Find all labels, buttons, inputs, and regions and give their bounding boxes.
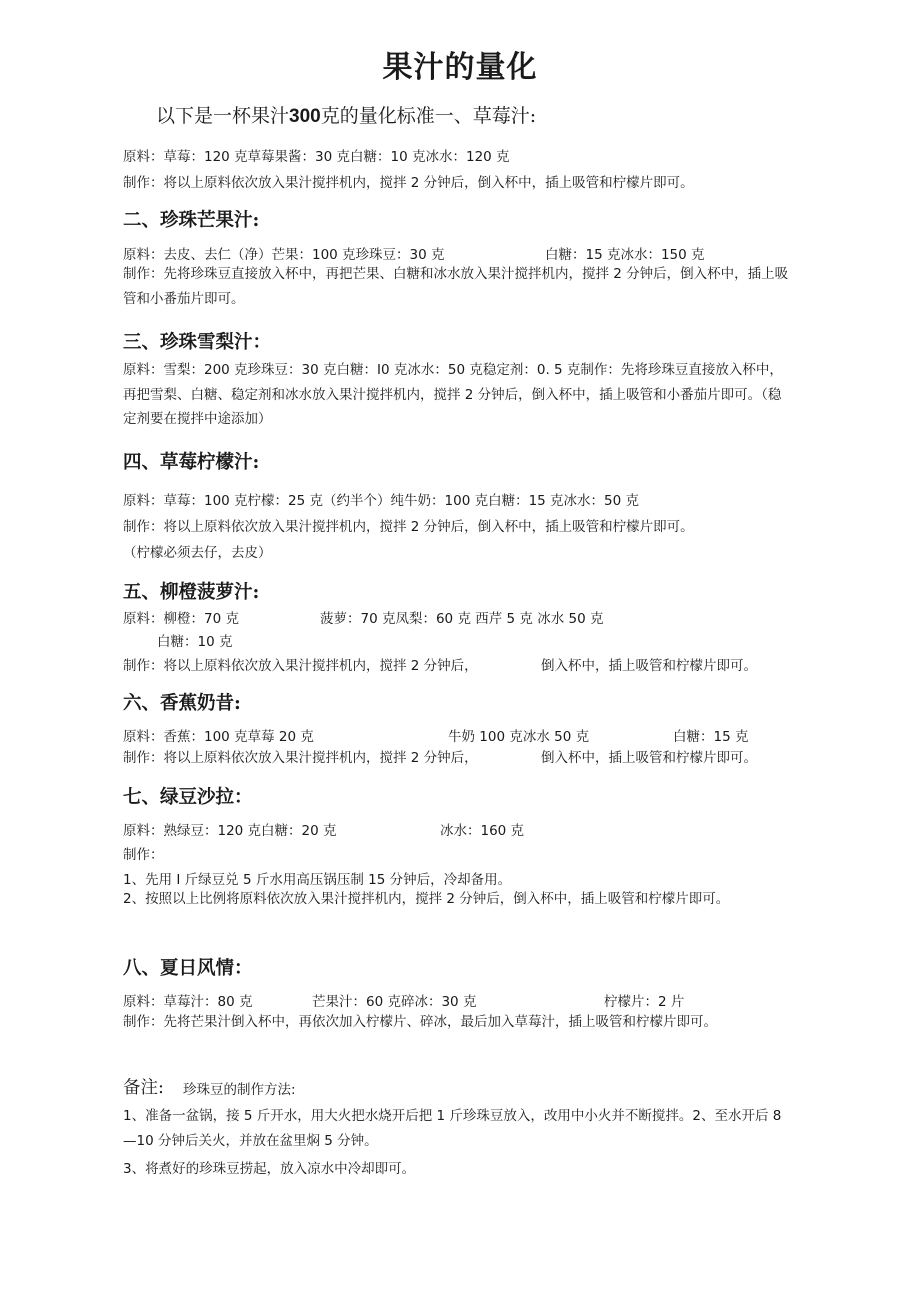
s6-method-a: 制作：将以上原料依次放入果汁搅拌机内，搅拌 2 分钟后， [123,750,478,766]
intro-before: 以下是一杯果汁 [156,105,290,127]
s2-method: 制作：先将珍珠豆直接放入杯中，再把芒果、白糖和冰水放入果汁搅拌机内，搅拌 2 分钟后，倒入杯中，插上吸管和小番茄片即可。 [123,266,789,307]
s4-heading: 四、草莓柠檬汁: [123,452,260,473]
s7-ingredients-a: 原料：熟绿豆：120 克白糖：20 克 [123,823,337,839]
s6-ingredients-a: 原料：香蕉：100 克草莓 20 克 [123,729,314,745]
s5-method-a: 制作：将以上原料依次放入果汁搅拌机内，搅拌 2 分钟后， [123,658,478,674]
s1-ingredients: 原料：草莓：120 克草莓果酱：30 克白糖：10 克冰水：120 克 [123,149,510,165]
note-steps-1-2: 1、准备一盆锅，接 5 斤开水，用大火把水烧开后把 1 斤珍珠豆放入，改用中小火并不断搅拌。2、至水开后 8—10 分钟后关火，并放在盆里焖 5 分钟。 [123,1108,782,1149]
s2-heading: 二、珍珠芒果汁: [123,210,260,231]
s5-method-b: 倒入杯中，插上吸管和柠檬片即可。 [541,658,757,674]
s8-method: 制作：先将芒果汁倒入杯中，再依次加入柠檬片、碎冰，最后加入草莓汁，插上吸管和柠檬片即可。 [123,1014,717,1030]
intro-number: 300 [289,106,321,127]
s7-step-1: 1、先用 I 斤绿豆兑 5 斤水用高压锅压制 15 分钟后，冷却备用。 [123,872,512,888]
intro-line [156,101,536,128]
s4-note: （柠檬必须去仔，去皮） [123,545,272,561]
s3-text: 原料：雪梨：200 克珍珠豆：30 克白糖：I0 克冰水：50 克稳定剂：0. 5 克制作：先将珍珠豆直接放入杯中，再把雪梨、白糖、稳定剂和冰水放入果汁搅拌机内，搅拌 2 分钟后，倒入杯中，插上吸管和小番茄片即可。（稳定剂要在搅拌中途添加） [123,362,783,427]
s8-heading: 八、夏日风情： [123,958,253,979]
s8-ingredients-b: 芒果汁：60 克碎冰：30 克 [312,994,477,1010]
note-step-3: 3、将煮好的珍珠豆捞起，放入凉水中冷却即可。 [123,1161,416,1177]
s4-method: 制作：将以上原料依次放入果汁搅拌机内，搅拌 2 分钟后，倒入杯中，插上吸管和柠檬片即可。 [123,519,694,535]
s8-ingredients-c: 柠檬片：2 片 [604,994,685,1010]
s7-step-2: 2、按照以上比例将原料依次放入果汁搅拌机内，搅拌 2 分钟后，倒入杯中，插上吸管和柠檬片即可。 [123,891,730,907]
s2-ingredients-b: 白糖：15 克冰水：150 克 [545,247,705,263]
s6-heading: 六、香蕉奶昔: [123,693,241,714]
s7-ingredients-b: 冰水：160 克 [440,823,525,839]
s6-ingredients-c: 白糖：15 克 [673,729,749,745]
s5-heading: 五、柳橙菠萝汁: [123,582,260,603]
s3-heading: 三、珍珠雪梨汁： [123,332,272,353]
s6-ingredients-b: 牛奶 100 克冰水 50 克 [448,729,590,745]
s7-method-label: 制作： [123,847,164,863]
s5-ingredients-a: 原料：柳橙：70 克 [123,611,239,627]
s7-heading: 七、绿豆沙拉： [123,787,253,808]
s5-sugar: 白糖：10 克 [157,634,233,650]
intro-after: 克的量化标准一、草莓汁: [320,105,537,127]
s4-ingredients: 原料：草莓：100 克柠檬：25 克（约半个）纯牛奶：100 克白糖：15 克冰水：50 克 [123,493,640,509]
s2-ingredients-a: 原料：去皮、去仁（净）芒果：100 克珍珠豆：30 克 [123,247,445,263]
note-subtitle: 珍珠豆的制作方法: [183,1082,296,1098]
note-label: 备注: [123,1078,164,1098]
s6-method-b: 倒入杯中，插上吸管和柠檬片即可。 [541,750,757,766]
s1-method: 制作：将以上原料依次放入果汁搅拌机内，搅拌 2 分钟后，倒入杯中，插上吸管和柠檬片即可。 [123,175,694,191]
s5-ingredients-b: 菠萝：70 克凤梨：60 克 西芹 5 克 冰水 50 克 [320,611,604,627]
document-title: 果汁的量化 [382,50,538,85]
s8-ingredients-a: 原料：草莓汁：80 克 [123,994,253,1010]
